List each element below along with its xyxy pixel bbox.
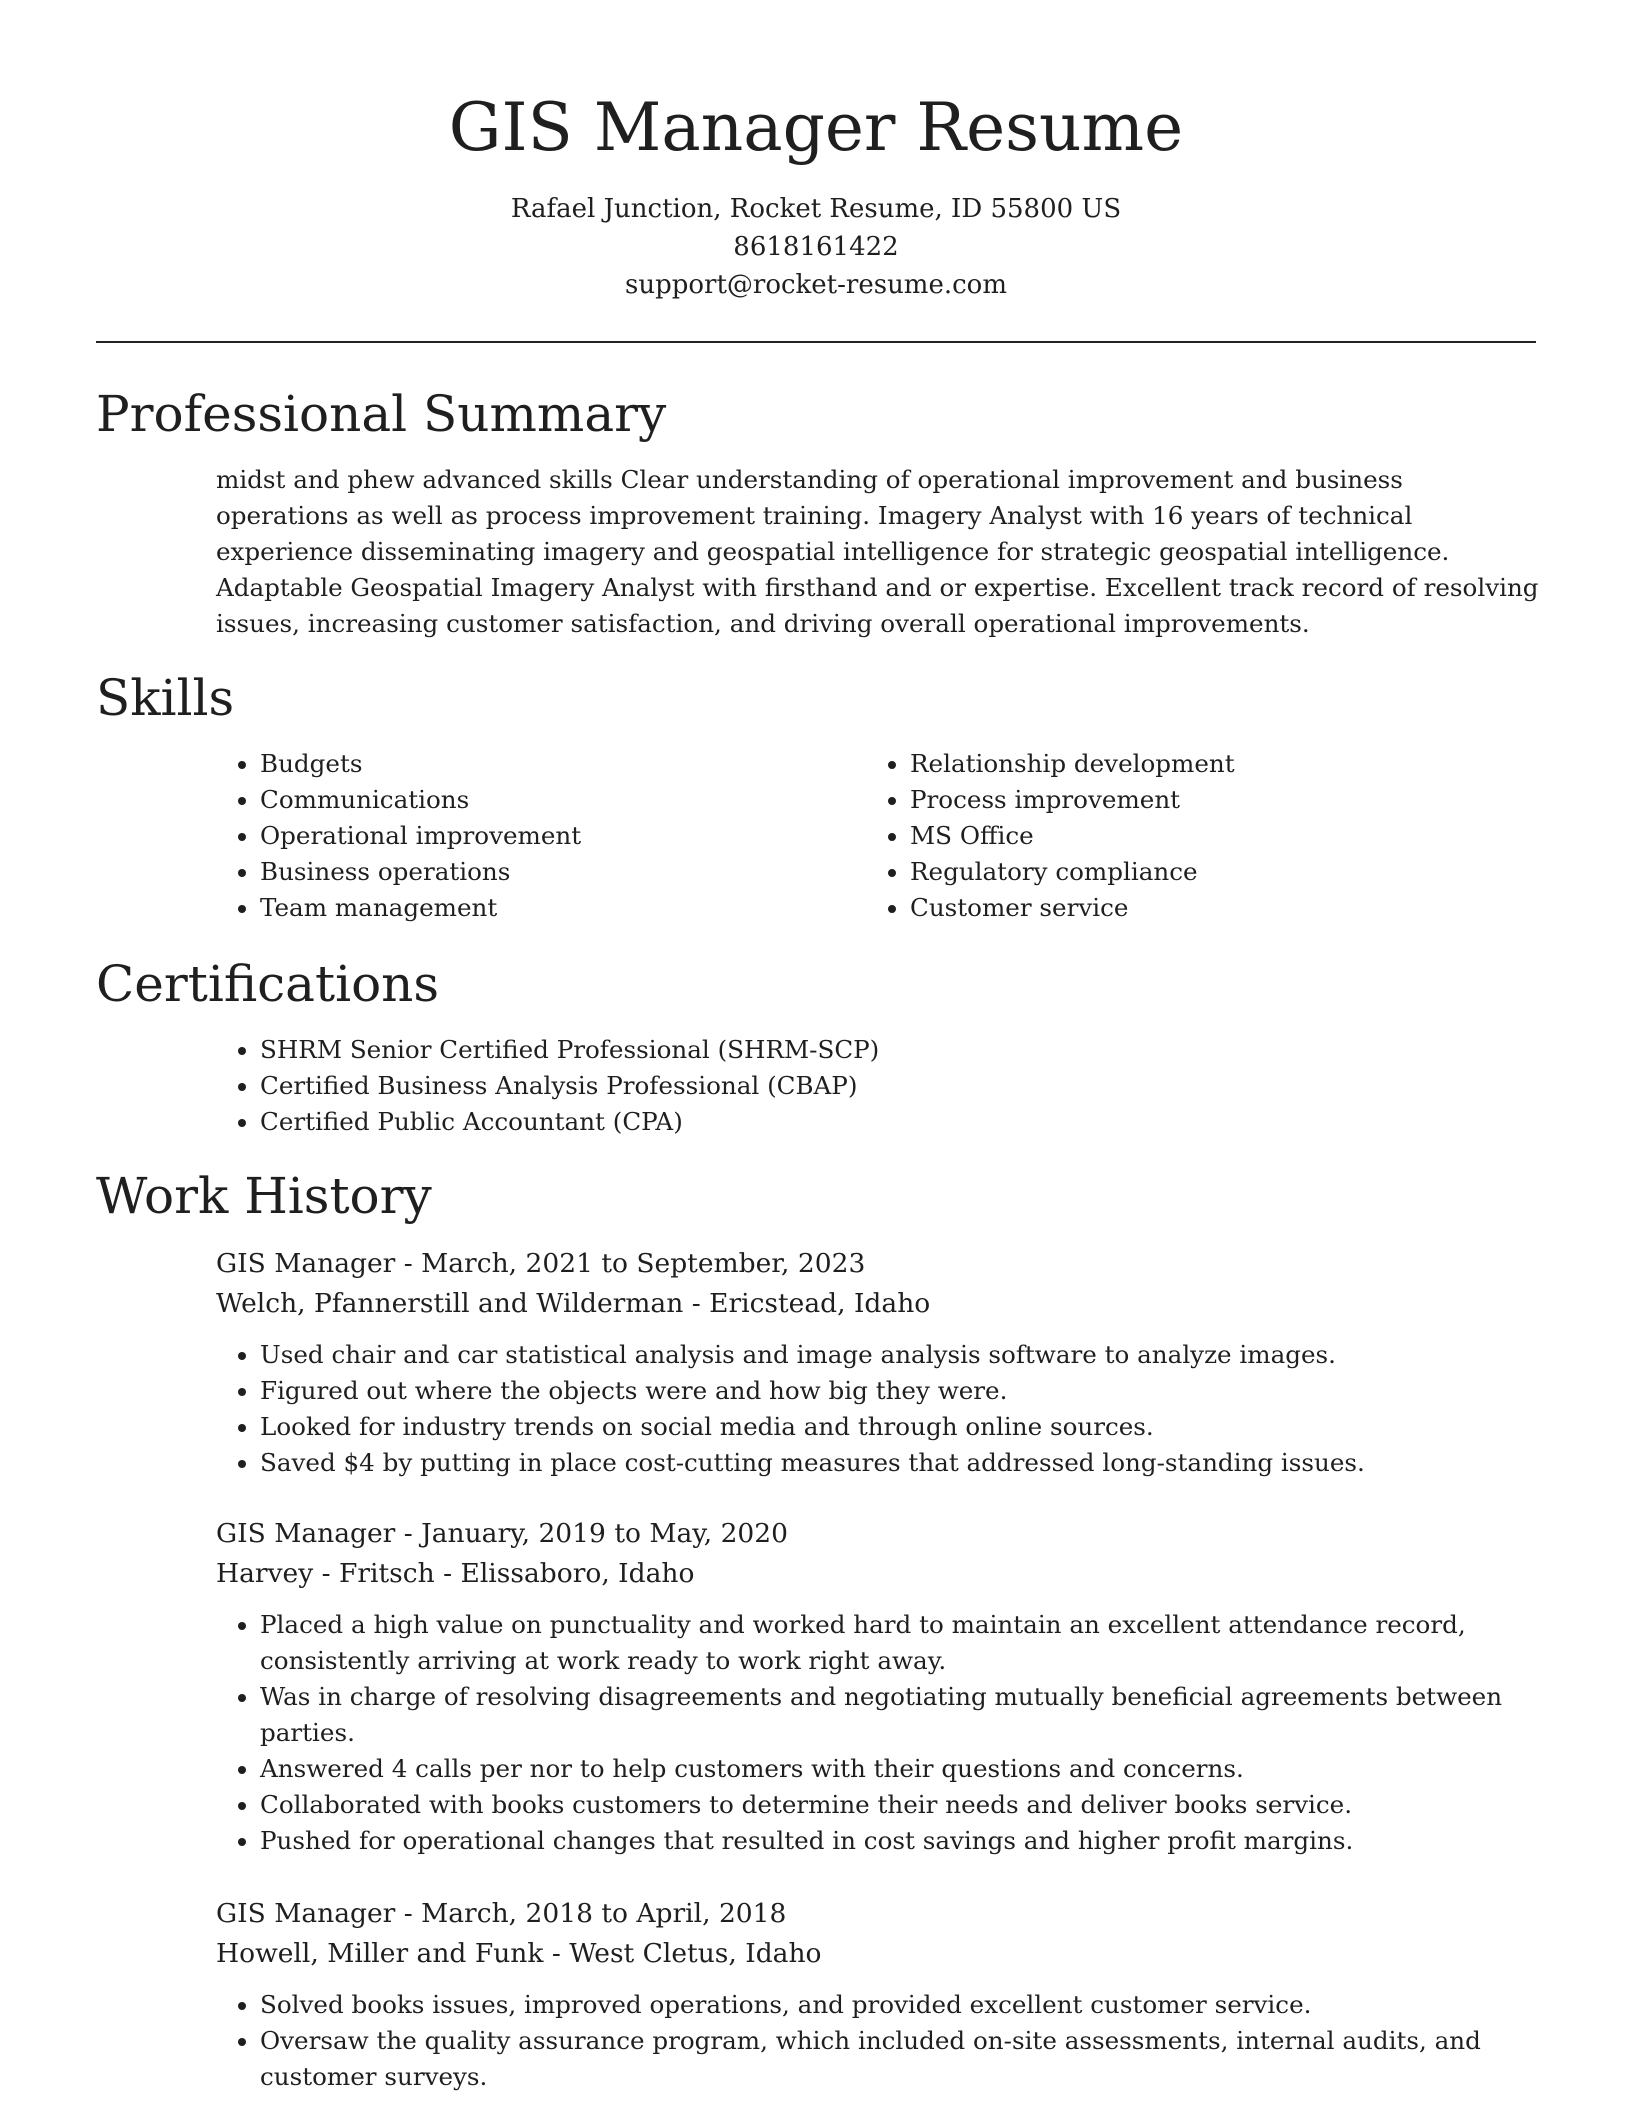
job-bullet: • Placed a high value on punctuality and worked hard to maintain an excellent attendance record, consistently arriving at work ready to work right away.	[260, 1607, 1546, 1679]
skill-item: • Team management	[260, 890, 836, 926]
skill-item: • Business operations	[260, 854, 836, 890]
certifications-list-wrap	[216, 1032, 1540, 1140]
certification-item: • SHRM Senior Certified Professional (SHRM-SCP)	[260, 1032, 1540, 1068]
job-bullet: • Answered 4 calls per nor to help customers with their questions and concerns.	[260, 1751, 1546, 1787]
job-bullet: • Solved books issues, improved operations, and provided excellent customer service.	[260, 1987, 1546, 2023]
skill-item: • Budgets	[260, 746, 836, 782]
job-title-line: GIS Manager - March, 2018 to April, 2018	[216, 1898, 787, 1929]
job-employer-line: Harvey - Fritsch - Elissaboro, Idaho	[216, 1558, 695, 1589]
job-bullet: • Figured out where the objects were and how big they were.	[260, 1373, 1546, 1409]
job-header	[216, 1514, 1540, 1594]
section-heading-skills: Skills	[96, 669, 235, 727]
certification-item: • Certified Public Accountant (CPA)	[260, 1104, 1540, 1140]
job-employer-line: Welch, Pfannerstill and Wilderman - Ericstead, Idaho	[216, 1288, 931, 1319]
contact-email: support@rocket-resume.com	[624, 270, 1007, 300]
job-employer-line: Howell, Miller and Funk - West Cletus, Idaho	[216, 1938, 822, 1969]
job-title-line: GIS Manager - January, 2019 to May, 2020	[216, 1518, 789, 1549]
contact-block	[0, 190, 1632, 304]
job-bullet: • Was in charge of resolving disagreements and negotiating mutually beneficial agreements between parties.	[260, 1679, 1546, 1751]
certifications-list	[216, 1032, 1540, 1140]
job-bullet: • Used chair and car statistical analysis and image analysis software to analyze images.	[260, 1337, 1546, 1373]
skill-item: • Customer service	[910, 890, 1486, 926]
job-bullet: • Looked for industry trends on social media and through online sources.	[260, 1409, 1546, 1445]
skills-list-left	[216, 746, 836, 926]
page-title: GIS Manager Resume	[448, 89, 1184, 166]
job-bullet: • Saved $4 by putting in place cost-cutting measures that addressed long-standing issues.	[260, 1445, 1546, 1481]
skill-item: • MS Office	[910, 818, 1486, 854]
job-bullets	[216, 1607, 1546, 1859]
summary-text: midst and phew advanced skills Clear understanding of operational improvement and business operations as well as process improvement training. Imagery Analyst with 16 years of technical experience disseminating imagery and geospatial intelligence for strategic geospatial intelligence. Adaptable Geospatial Imagery Analyst with firsthand and or expertise. Excellent track record of resolving issues, increasing customer satisfaction, and driving overall operational improvements.	[216, 465, 1539, 638]
skills-list-right	[866, 746, 1486, 926]
job-bullets-wrap	[216, 1607, 1546, 1859]
skill-item: • Relationship development	[910, 746, 1486, 782]
job-bullets	[216, 1987, 1546, 2095]
skill-item: • Operational improvement	[260, 818, 836, 854]
contact-phone: 8618161422	[733, 232, 899, 262]
job-header	[216, 1894, 1540, 1974]
job-bullets	[216, 1337, 1546, 1481]
section-heading-summary: Professional Summary	[96, 385, 667, 443]
job-bullet: • Oversaw the quality assurance program, which included on-site assessments, internal audits, and customer surveys.	[260, 2023, 1546, 2095]
certification-item: • Certified Business Analysis Professional (CBAP)	[260, 1068, 1540, 1104]
job-title-line: GIS Manager - March, 2021 to September, 2023	[216, 1248, 866, 1279]
job-bullets-wrap	[216, 1337, 1546, 1481]
skills-column-right	[866, 746, 1486, 926]
job-bullet: • Collaborated with books customers to determine their needs and deliver books service.	[260, 1787, 1546, 1823]
resume-header	[0, 80, 1632, 304]
section-heading-work-history: Work History	[96, 1167, 432, 1225]
header-divider	[96, 341, 1536, 343]
skills-column-left	[216, 746, 836, 926]
skill-item: • Communications	[260, 782, 836, 818]
job-header	[216, 1244, 1540, 1324]
job-bullets-wrap	[216, 1987, 1546, 2095]
skill-item: • Process improvement	[910, 782, 1486, 818]
contact-address: Rafael Junction, Rocket Resume, ID 55800 US	[510, 194, 1122, 224]
job-bullet: • Pushed for operational changes that resulted in cost savings and higher profit margins.	[260, 1823, 1546, 1859]
skill-item: • Regulatory compliance	[910, 854, 1486, 890]
section-heading-certifications: Certifications	[96, 955, 440, 1013]
